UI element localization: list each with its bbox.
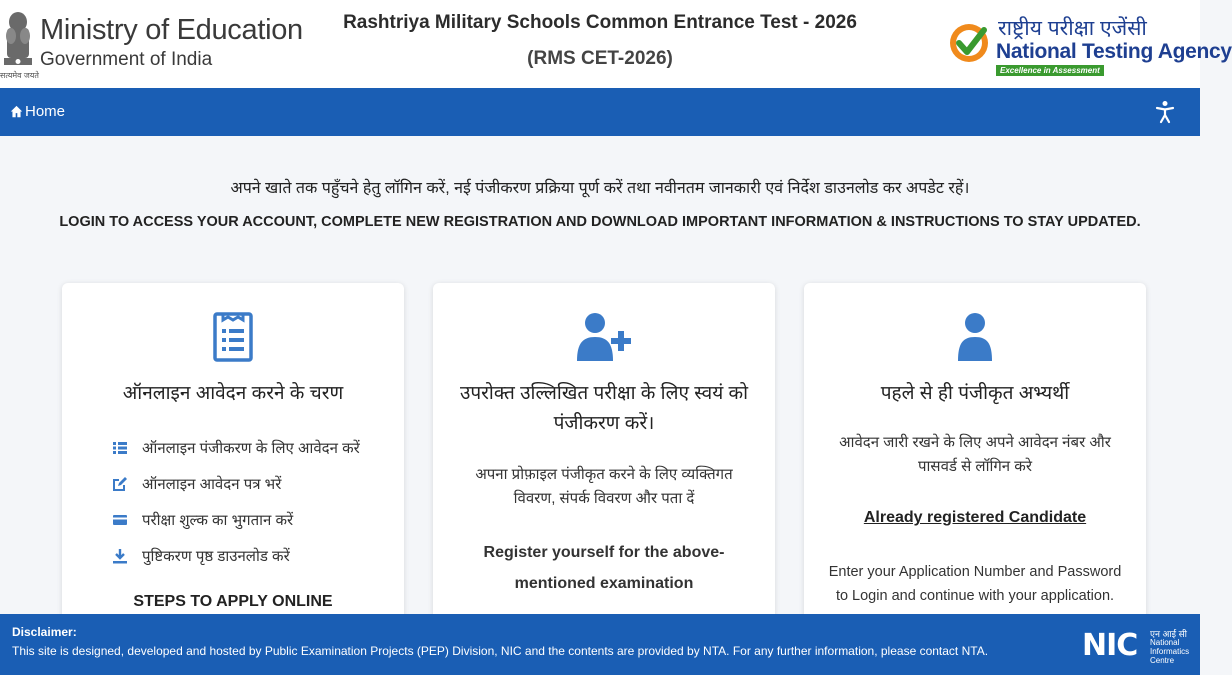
nta-logo[interactable] [948,10,1232,82]
login-instructions-text: Enter your Application Number and Password to Login and continue with your application. [828,564,1122,604]
step-pay-fee[interactable] [112,502,360,538]
ministry-logo[interactable] [0,4,303,82]
exam-code: (RMS CET-2026) [527,48,673,69]
exam-title: Rashtriya Military Schools Common Entrance Test - 2026 [343,12,857,33]
ministry-subtitle: Government of India [40,49,213,70]
nta-hindi-name: राष्ट्रीय परीक्षा एजेंसी [998,17,1147,40]
card-registered-candidate [804,283,1146,643]
card-steps-to-apply [62,283,404,643]
step-label: परीक्षा शुल्क का भुगतान करें [142,512,294,529]
nta-english-name: National Testing Agency [996,40,1232,63]
emblem-motto: सत्यमेव जयते [0,71,39,80]
register-english-text: Register yourself for the above-mentioned examination [483,544,725,592]
nic-logo-text: NIC [1082,628,1138,663]
card-title: उपरोक्त उल्लिखित परीक्षा के लिए स्वयं को पंजीकरण करें। [459,383,749,434]
nic-english-name: National Informatics Centre [1150,638,1190,665]
nav-home-link[interactable] [10,103,65,120]
card-title: ऑनलाइन आवेदन करने के चरण [122,383,344,404]
intro-english-text: LOGIN TO ACCESS YOUR ACCOUNT, COMPLETE NEW REGISTRATION AND DOWNLOAD IMPORTANT INFORMATION & INSTRUCTIONS TO STAY UPDATED. [59,214,1141,230]
download-icon [112,548,128,564]
nic-hindi-name: एन आई सी [1150,629,1188,639]
edit-icon [112,476,128,492]
user-icon [958,311,992,363]
accessibility-icon[interactable] [1154,100,1176,124]
main-navbar [0,88,1200,136]
step-download-confirmation[interactable] [112,538,360,574]
nav-home-label: Home [25,103,66,120]
card-new-registration[interactable] [433,283,775,643]
application-form-icon [212,311,254,363]
site-footer [0,614,1200,675]
already-registered-link[interactable]: Already registered Candidate [863,509,1087,526]
ministry-title: Ministry of Education [40,14,303,46]
intro-hindi-text: अपने खाते तक पहुँचने हेतु लॉगिन करें, नई पंजीकरण प्रक्रिया पूर्ण करें तथा नवीनतम जानकारी एवं निर्देश डाउनलोड कर अपडेट रहें। [230,180,970,197]
list-icon [112,440,128,456]
disclaimer-text: This site is designed, developed and hosted by Public Examination Projects (PEP) Division, NIC and the contents are provided by NTA. For any further information, please contact NTA. [12,644,989,658]
site-header [0,0,1232,88]
card-description: अपना प्रोफ़ाइल पंजीकृत करने के लिए व्यक्तिगत विवरण, संपर्क विवरण और पता दें [475,466,733,507]
user-plus-icon [577,311,631,363]
nic-logo[interactable] [1082,626,1194,666]
step-label: पुष्टिकरण पृष्ठ डाउनलोड करें [142,548,290,565]
card-description: आवेदन जारी रखने के लिए अपने आवेदन नंबर और पासवर्ड से लॉगिन करे [839,434,1111,475]
step-fill-form[interactable] [112,466,360,502]
step-label: ऑनलाइन पंजीकरण के लिए आवेदन करें [142,440,360,457]
credit-card-icon [112,512,128,528]
steps-list [112,430,360,574]
nta-check-icon [948,22,990,64]
card-title: पहले से ही पंजीकृत अभ्यर्थी [880,383,1070,404]
disclaimer-label: Disclaimer: [12,625,77,639]
step-online-registration[interactable] [112,430,360,466]
step-label: ऑनलाइन आवेदन पत्र भरें [142,476,282,493]
steps-english-heading: STEPS TO APPLY ONLINE [133,593,333,610]
nta-tagline: Excellence in Assessment [996,65,1104,76]
home-icon [10,105,23,118]
